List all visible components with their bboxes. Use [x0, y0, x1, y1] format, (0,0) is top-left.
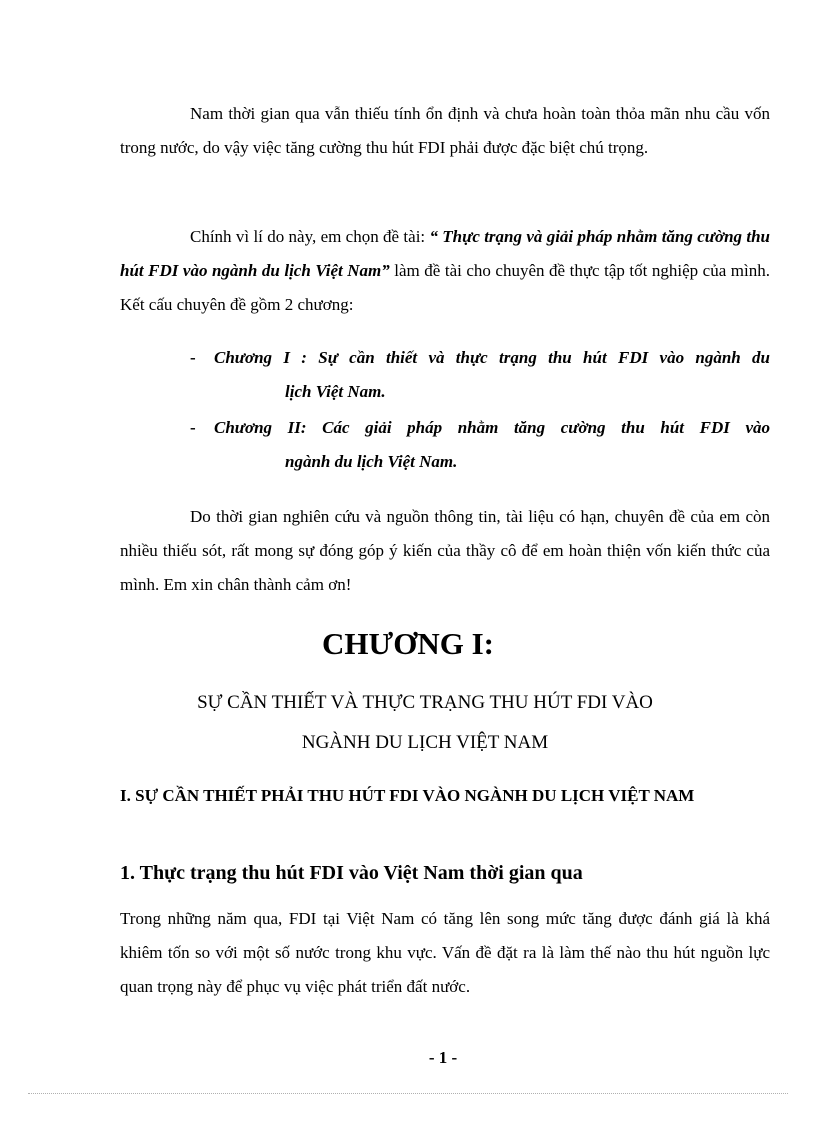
paragraph-text: làm đề tài cho chuyên đề thực tập tốt nghiệp của mình. Kết cấu chuyên đề gồm 2 chương:: [120, 261, 770, 314]
chapter-title: CHƯƠNG I:: [322, 626, 494, 661]
paragraph-text: Do thời gian nghiên cứu và nguồn thông tin, tài liệu có hạn, chuyên đề của em còn nhiều thiếu sót, rất mong sự đóng góp ý kiến của thầy cô để em hoàn thiện vốn kiến thức của mình. Em xin chân thành cảm ơn!: [120, 507, 770, 594]
list-dash: -: [190, 418, 196, 437]
paragraph-text: Chính vì lí do này, em chọn đề tài:: [190, 227, 430, 246]
list-dash: -: [190, 348, 196, 367]
chapter-subtitle-line: NGÀNH DU LỊCH VIỆT NAM: [301, 732, 549, 753]
paragraph-topic-choice: [120, 220, 770, 322]
paragraph-text: Nam thời gian qua vẫn thiếu tính ổn định và chưa hoàn toàn thỏa mãn nhu cầu vốn trong nước, do vậy việc tăng cường thu hút FDI phải được đặc biệt chú trọng.: [120, 104, 770, 157]
footer-divider: [28, 1093, 788, 1094]
chapter-subtitle: [120, 683, 730, 763]
list-item-continuation: lịch Việt Nam.: [285, 382, 386, 401]
list-item-continuation: ngành du lịch Việt Nam.: [285, 452, 458, 471]
thesis-title: “ Thực trạng và giải pháp nhằm tăng cường thu hút FDI vào ngành du lịch Việt Nam”: [120, 227, 770, 280]
chapter-list-item-1: [190, 341, 770, 409]
section-heading: I. SỰ CẦN THIẾT PHẢI THU HÚT FDI VÀO NGÀNH DU LỊCH VIỆT NAM: [120, 786, 695, 805]
list-item-text: Chương I : Sự cần thiết và thực trạng thu hút FDI vào ngành du: [214, 348, 770, 367]
subsection-heading: 1. Thực trạng thu hút FDI vào Việt Nam thời gian qua: [120, 862, 583, 884]
chapter-subtitle-line: SỰ CẦN THIẾT VÀ THỰC TRẠNG THU HÚT FDI VÀO: [197, 692, 653, 713]
paragraph-intro-continued: [120, 97, 770, 165]
chapter-list-item-2: [190, 411, 770, 479]
paragraph-text: Trong những năm qua, FDI tại Việt Nam có tăng lên song mức tăng được đánh giá là khá khiêm tốn so với một số nước trong khu vực. Vấn đề đặt ra là làm thế nào thu hút nguồn lực quan trọng này để phục vụ việc phát triển đất nước.: [120, 909, 770, 996]
list-item-text: Chương II: Các giải pháp nhằm tăng cường thu hút FDI vào: [214, 418, 770, 437]
paragraph-fdi-status: [120, 902, 770, 1004]
page-number: - 1 -: [428, 1048, 458, 1067]
list-item-line: [190, 411, 770, 445]
list-item-line: [190, 341, 770, 375]
paragraph-acknowledgement: [120, 500, 770, 602]
